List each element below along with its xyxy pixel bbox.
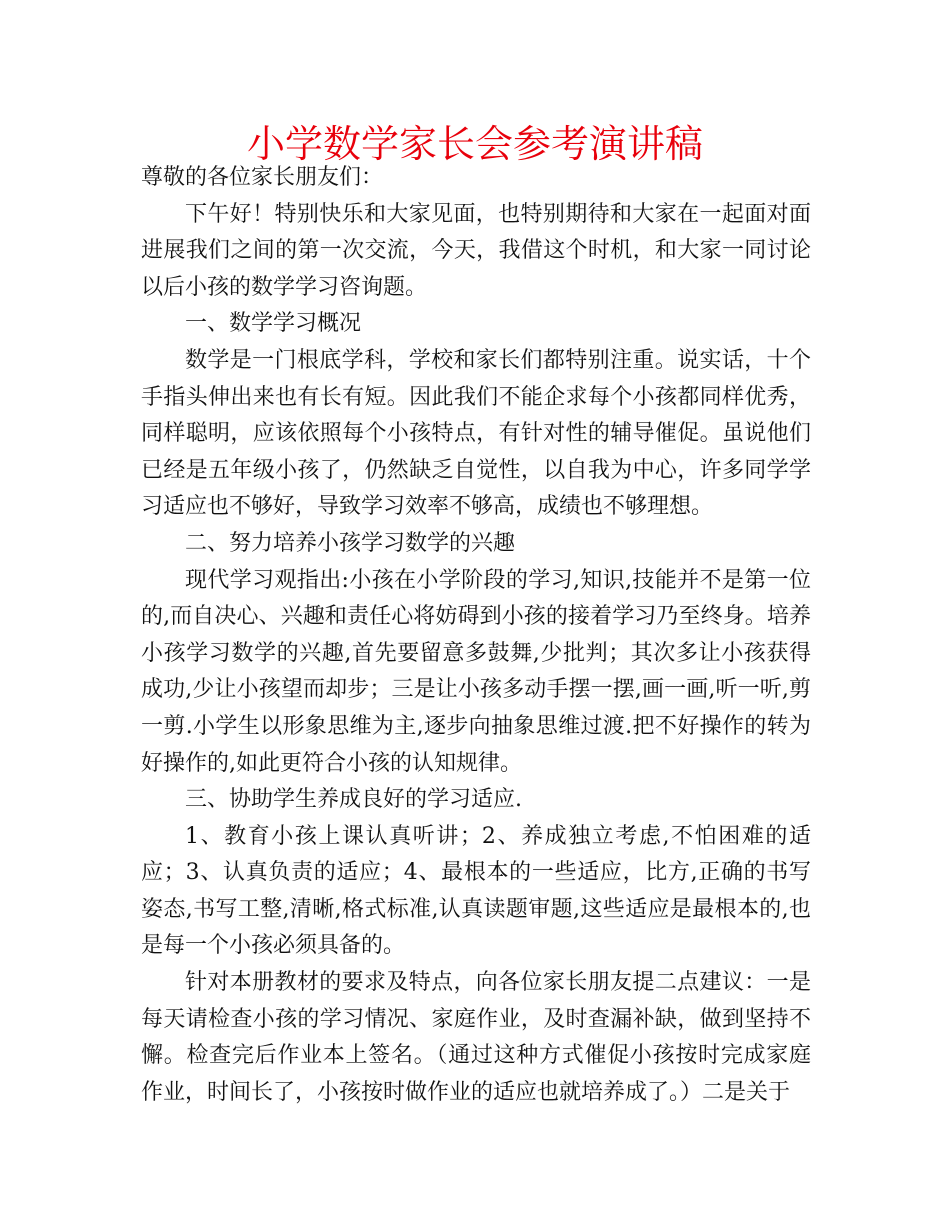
section-heading-2: 二、努力培养小孩学习数学的兴趣 [185, 530, 516, 556]
document-title: 小学数学家长会参考演讲稿 [246, 122, 703, 166]
body-paragraph: 数学是一门根底学科，学校和家长们都特别注重。说实话，十个手指头伸出来也有长有短。因此我们不能企求每个小孩都同样优秀，同样聪明，应该依照每个小孩特点，有针对性的辅导催促。虽说他们已经是五年级小孩了，仍然缺乏自觉性，以自我为中心，许多同学学习适应也不够好，导致学习效率不够高，成绩也不够理想。 [141, 347, 811, 520]
greeting-paragraph: 下午好！特别快乐和大家见面，也特别期待和大家在一起面对面进展我们之间的第一次交流，今天，我借这个时机，和大家一同讨论以后小孩的数学学习咨询题。 [141, 201, 811, 300]
salutation-paragraph: 尊敬的各位家长朋友们： [141, 165, 384, 190]
body-paragraph: 1、教育小孩上课认真听讲；2、养成独立考虑,不怕困难的适应；3、认真负责的适应；4、最根本的一些适应，比方,正确的书写姿态,书写工整,清晰,格式标准,认真读题审题,这些适应是最根本的,也是每一个小孩必须具备的。 [141, 823, 811, 959]
body-paragraph: 现代学习观指出:小孩在小学阶段的学习,知识,技能并不是第一位的,而自决心、兴趣和责任心将妨碍到小孩的接着学习乃至终身。培养小孩学习数学的兴趣,首先要留意多鼓舞,少批判；其次多让小孩获得成功,少让小孩望而却步；三是让小孩多动手摆一摆,画一画,听一听,剪一剪.小学生以形象思维为主,逐步向抽象思维过渡.把不好操作的转为好操作的,如此更符合小孩的认知规律。 [141, 567, 811, 776]
document-body [141, 160, 811, 1111]
section-heading-3: 三、协助学生养成良好的学习适应. [185, 787, 522, 813]
section-heading-1: 一、数学学习概况 [185, 311, 362, 337]
body-paragraph: 针对本册教材的要求及特点，向各位家长朋友提二点建议：一是每天请检查小孩的学习情况、家庭作业，及时查漏补缺，做到坚持不懈。检查完后作业本上签名。（通过这种方式催促小孩按时完成家庭作业，时间长了，小孩按时做作业的适应也就培养成了。）二是关于 [141, 970, 811, 1105]
